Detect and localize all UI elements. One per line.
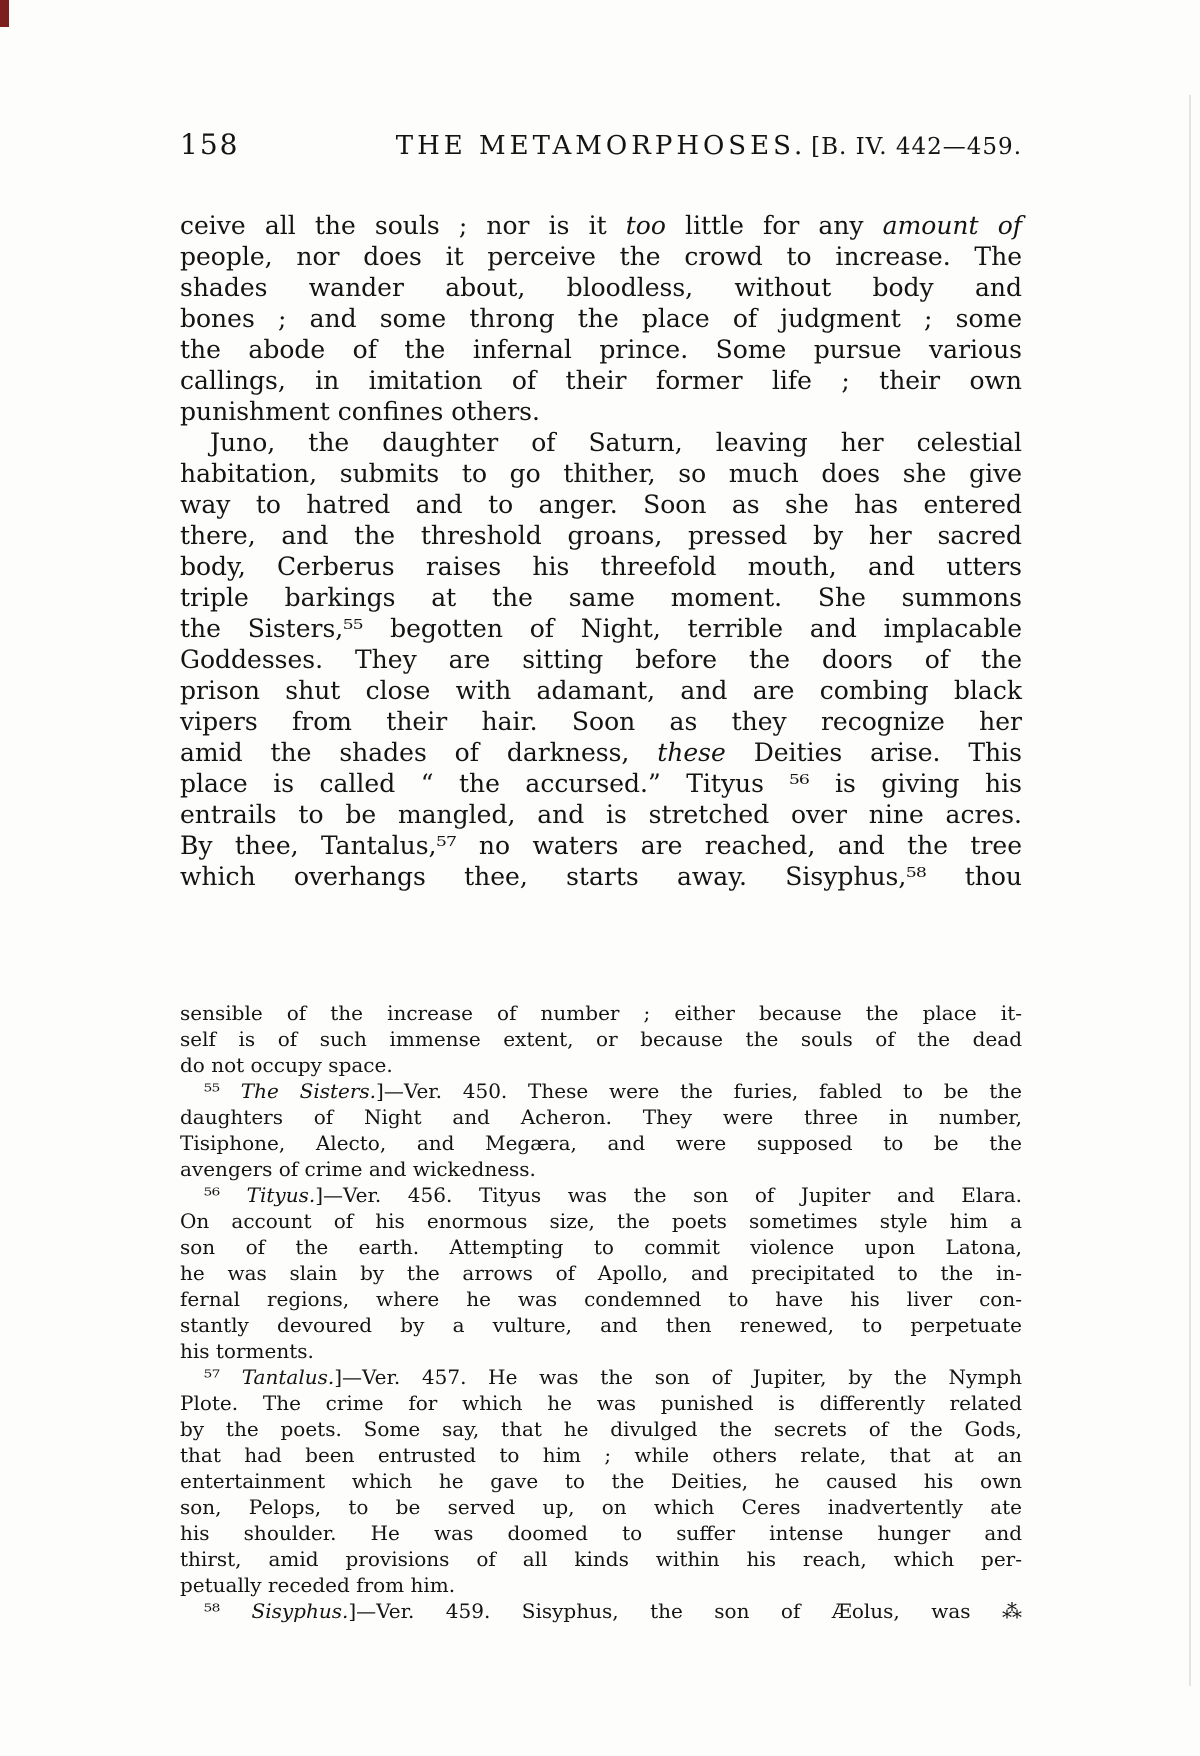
text-line: Tisiphone, Alecto, and Megæra, and were supposed to be the (180, 1131, 1022, 1155)
text-line: the abode of the infernal prince. Some pursue various (180, 335, 1022, 364)
paragraph (180, 1182, 1022, 1364)
text-line: entertainment which he gave to the Deities, he caused his own (180, 1469, 1022, 1493)
text-line: body, Cerberus raises his threefold mouth, and utters (180, 552, 1022, 581)
page-header (180, 128, 1022, 161)
text-line: vipers from their hair. Soon as they recognize her (180, 707, 1022, 736)
text-line: do not occupy space. (180, 1053, 393, 1077)
text-line: daughters of Night and Acheron. They were three in number, (180, 1105, 1022, 1129)
text-line: ⁵⁷ Tantalus.]—Ver. 457. He was the son of Jupiter, by the Nymph (204, 1365, 1022, 1389)
footnotes (180, 1000, 1022, 1624)
text-line: people, nor does it perceive the crowd to increase. The (180, 242, 1022, 271)
text-line: his shoulder. He was doomed to suffer intense hunger and (180, 1521, 1022, 1545)
text-line: petually receded from him. (180, 1573, 456, 1597)
text-line: triple barkings at the same moment. She summons (180, 583, 1022, 612)
text-line: his torments. (180, 1339, 314, 1363)
text-line: he was slain by the arrows of Apollo, and precipitated to the in- (180, 1261, 1022, 1285)
text-line: entrails to be mangled, and is stretched over nine acres. (180, 800, 1022, 829)
text-line: sensible of the increase of number ; either because the place it- (180, 1001, 1022, 1025)
text-line: prison shut close with adamant, and are combing black (180, 676, 1022, 705)
paragraph (180, 1000, 1022, 1078)
paragraph (180, 1364, 1022, 1598)
text-line: bones ; and some throng the place of judgment ; some (180, 304, 1022, 333)
text-line: On account of his enormous size, the poets sometimes style him a (180, 1209, 1022, 1233)
text-line: which overhangs thee, starts away. Sisyphus,⁵⁸ thou (180, 862, 1022, 891)
text-line: stantly devoured by a vulture, and then renewed, to perpetuate (180, 1313, 1022, 1337)
text-line: thirst, amid provisions of all kinds within his reach, which per- (180, 1547, 1022, 1571)
page-number: 158 (180, 128, 240, 161)
text-line: amid the shades of darkness, these Deities arise. This (180, 738, 1022, 767)
text-line: punishment confines others. (180, 397, 540, 426)
text-line: callings, in imitation of their former life ; their own (180, 366, 1022, 395)
text-line: Goddesses. They are sitting before the doors of the (180, 645, 1022, 674)
text-line: ⁵⁵ The Sisters.]—Ver. 450. These were the furies, fabled to be the (204, 1079, 1022, 1103)
book-line-reference: [B. IV. 442—459. (811, 134, 1022, 160)
text-line: way to hatred and to anger. Soon as she has entered (180, 490, 1022, 519)
scan-mark-top-left (0, 0, 9, 27)
text-line: By thee, Tantalus,⁵⁷ no waters are reached, and the tree (180, 831, 1022, 860)
text-line: fernal regions, where he was condemned to have his liver con- (180, 1287, 1022, 1311)
text-line: self is of such immense extent, or because the souls of the dead (180, 1027, 1022, 1051)
paragraph (180, 210, 1022, 427)
paragraph (180, 1078, 1022, 1182)
paragraph (180, 1598, 1022, 1624)
running-title: THE METAMORPHOSES. (395, 131, 807, 161)
paragraph (180, 427, 1022, 892)
text-line: that had been entrusted to him ; while others relate, that at an (180, 1443, 1022, 1467)
text-line: the Sisters,⁵⁵ begotten of Night, terrible and implacable (180, 614, 1022, 643)
text-line: ⁵⁸ Sisyphus.]—Ver. 459. Sisyphus, the son of Æolus, was ⁂ (204, 1599, 1022, 1623)
text-line: Plote. The crime for which he was punished is differently related (180, 1391, 1022, 1415)
text-line: by the poets. Some say, that he divulged the secrets of the Gods, (180, 1417, 1022, 1441)
text-line: habitation, submits to go thither, so much does she give (180, 459, 1022, 488)
text-line: there, and the threshold groans, pressed by her sacred (180, 521, 1022, 550)
text-line: avengers of crime and wickedness. (180, 1157, 536, 1181)
text-line: ⁵⁶ Tityus.]—Ver. 456. Tityus was the son of Jupiter and Elara. (204, 1183, 1022, 1207)
page-edge-shadow (1189, 95, 1191, 1686)
text-line: place is called “ the accursed.” Tityus ⁵⁶ is giving his (180, 769, 1022, 798)
text-line: Juno, the daughter of Saturn, leaving her celestial (210, 428, 1022, 457)
text-line: ceive all the souls ; nor is it too little for any amount of (180, 211, 1023, 240)
text-line: son, Pelops, to be served up, on which Ceres inadvertently ate (180, 1495, 1022, 1519)
body-text (180, 210, 1022, 892)
text-line: son of the earth. Attempting to commit violence upon Latona, (180, 1235, 1022, 1259)
text-line: shades wander about, bloodless, without body and (180, 273, 1022, 302)
